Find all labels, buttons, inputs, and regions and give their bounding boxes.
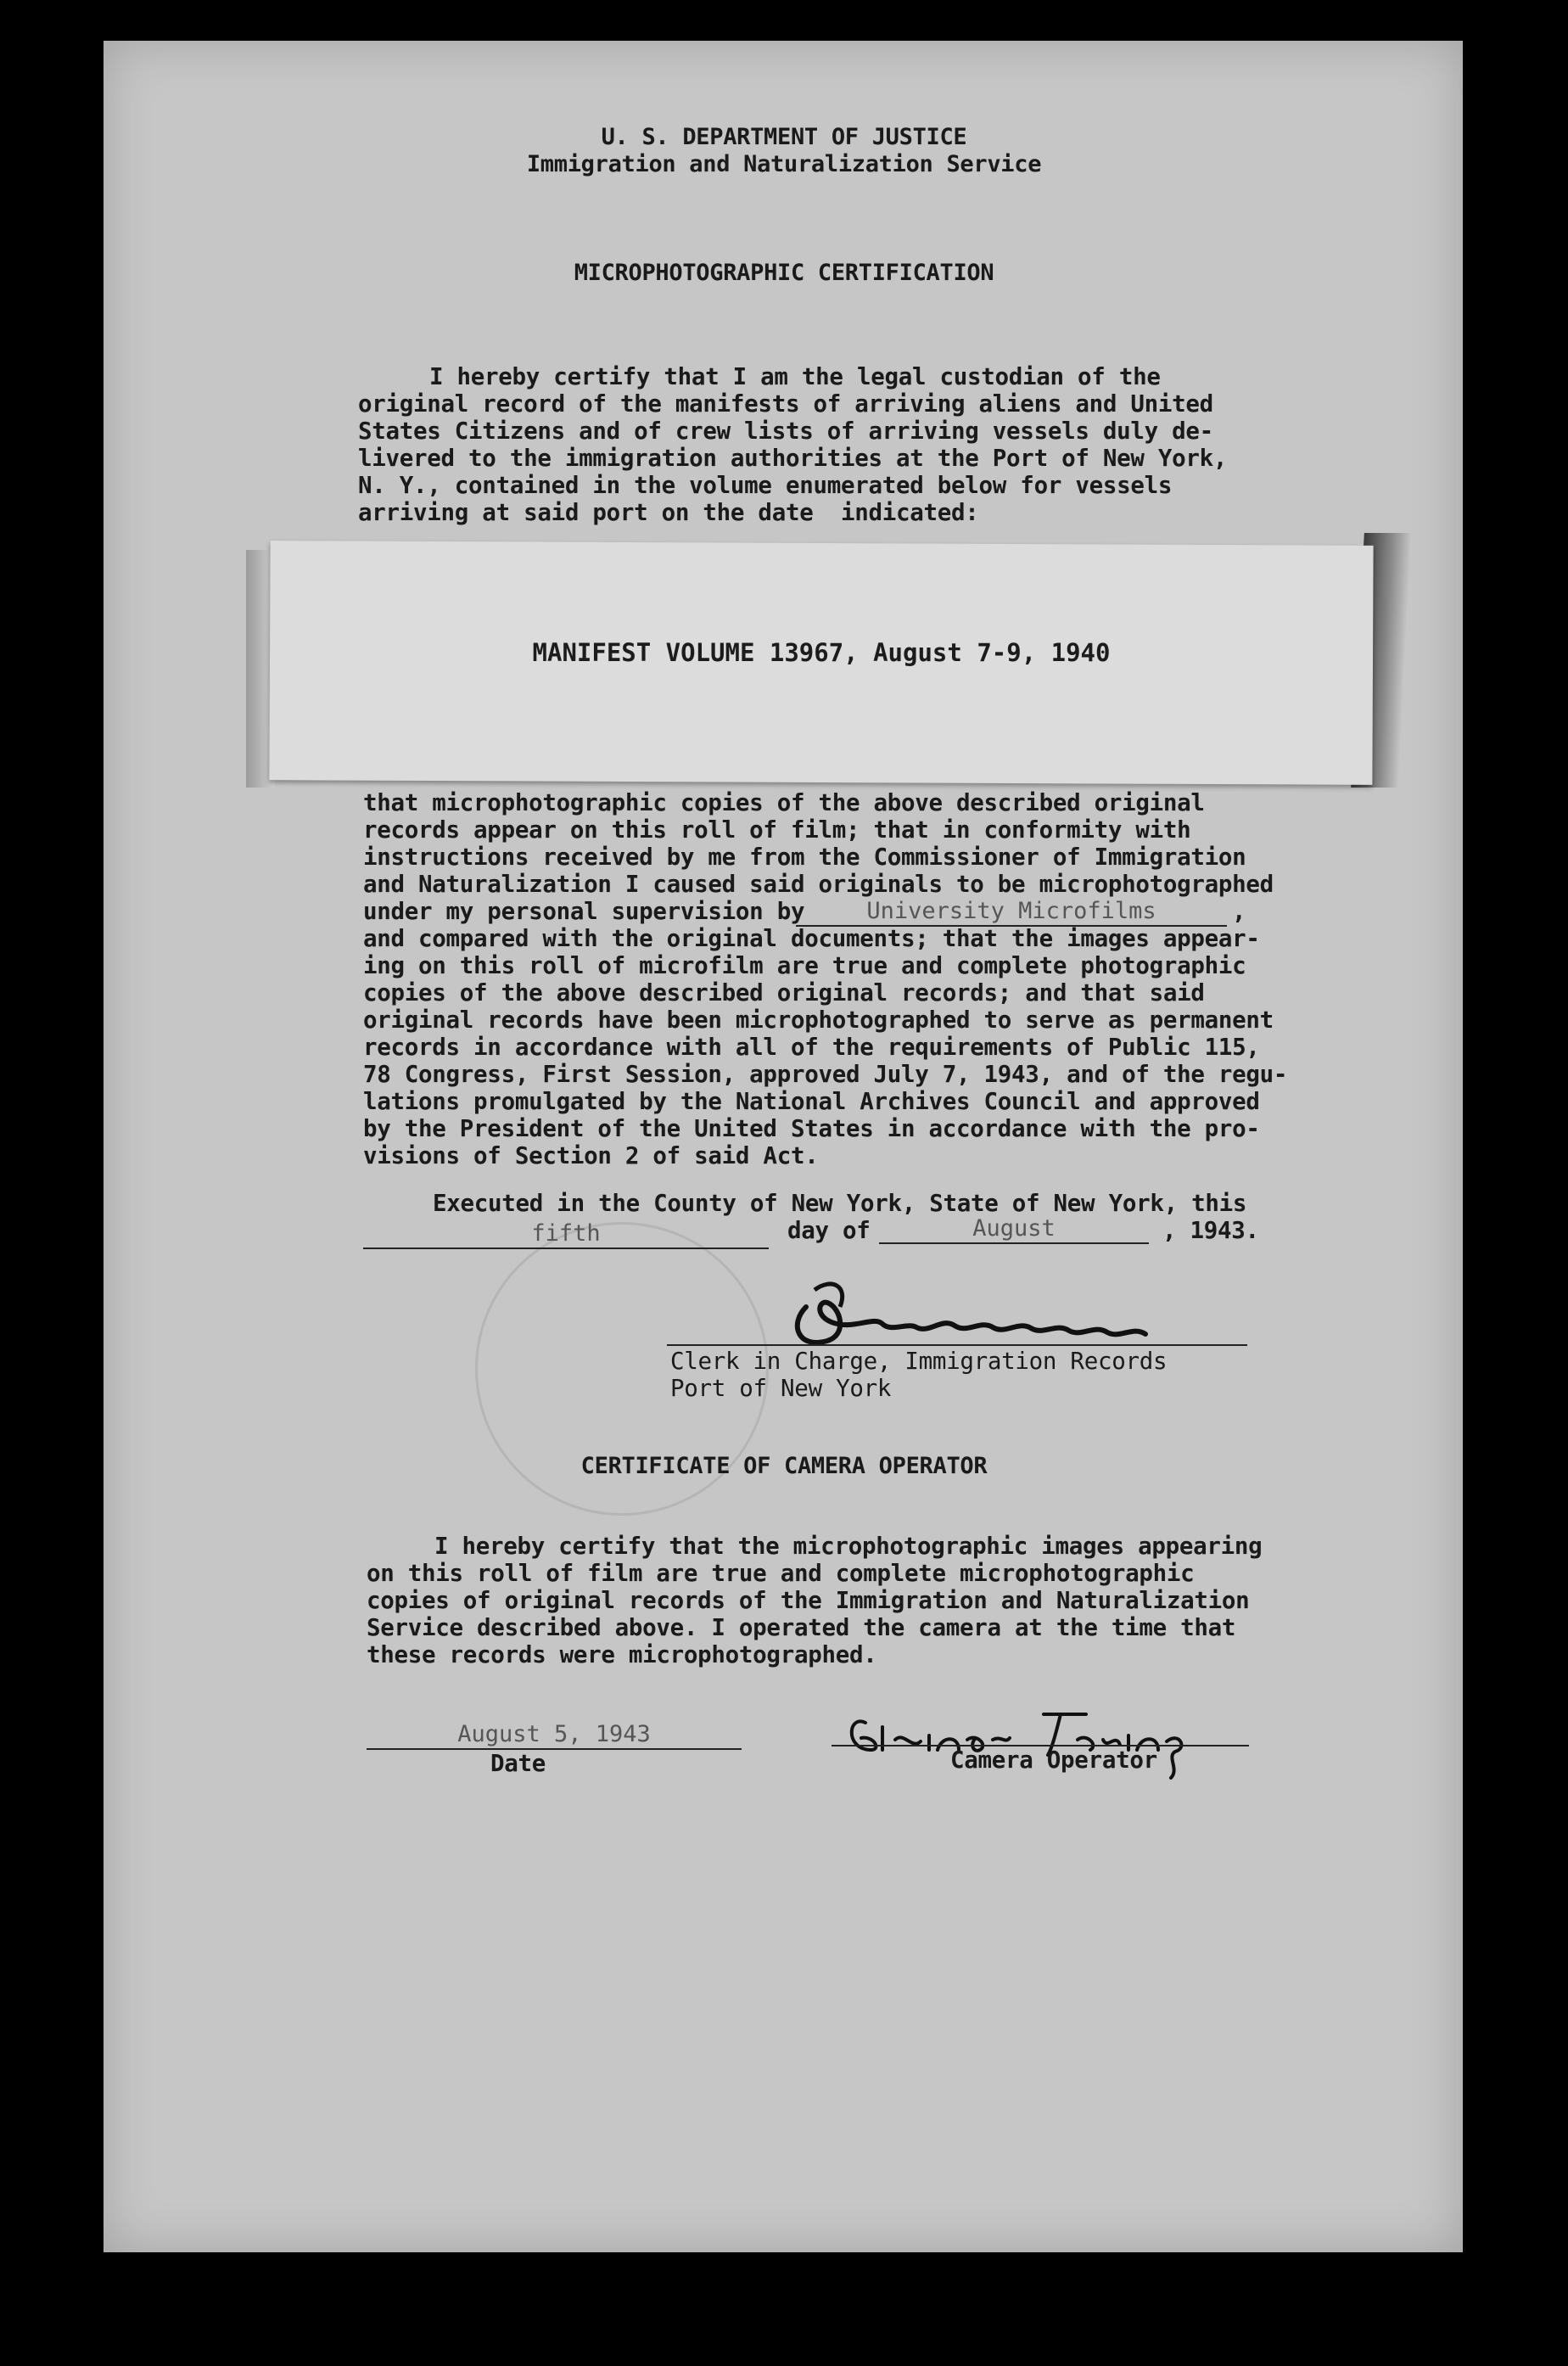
- year-text: , 1943.: [1162, 1217, 1259, 1244]
- camera-line: copies of original records of the Immigration and Naturalization: [367, 1587, 1250, 1614]
- body-line: by the President of the United States in accordance with the pro-: [363, 1115, 1260, 1142]
- day-field: fifth: [363, 1220, 769, 1249]
- intro-line: arriving at said port on the date indicated:: [358, 499, 979, 526]
- clerk-office: Port of New York: [670, 1375, 892, 1402]
- date-field: August 5, 1943: [367, 1721, 742, 1750]
- clerk-signature-line: [667, 1344, 1247, 1346]
- body-line: copies of the above described original records; and that said: [363, 979, 1205, 1006]
- camera-line: Service described above. I operated the camera at the time that: [367, 1614, 1236, 1641]
- intro-line: States Citizens and of crew lists of arriving vessels duly de-: [358, 418, 1213, 445]
- intro-line: livered to the immigration authorities at the Port of New York,: [358, 445, 1228, 472]
- manifest-volume: MANIFEST VOLUME 13967, August 7-9, 1940: [532, 638, 1111, 667]
- body-line: original records have been microphotographed to serve as permanent: [363, 1006, 1274, 1034]
- body-line: records appear on this roll of film; that in conformity with: [363, 816, 1191, 844]
- body-line: and Naturalization I caused said originals to be microphotographed: [363, 871, 1274, 898]
- camera-line: I hereby certify that the microphotographic images appearing: [434, 1533, 1263, 1560]
- body-line: records in accordance with all of the requirements of Public 115,: [363, 1034, 1260, 1061]
- department-heading: U. S. DEPARTMENT OF JUSTICE: [601, 124, 967, 150]
- operator-label: Camera Operator: [950, 1746, 1157, 1774]
- body-line: ing on this roll of microfilm are true and complete photographic: [363, 952, 1246, 979]
- supervisor-comma: ,: [1232, 898, 1246, 925]
- service-heading: Immigration and Naturalization Service: [526, 151, 1042, 177]
- executed-text: Executed in the County of New York, State of New York, this: [433, 1190, 1247, 1217]
- intro-line: N. Y., contained in the volume enumerated below for vessels: [358, 472, 1173, 499]
- body-line: lations promulgated by the National Archives Council and approved: [363, 1088, 1260, 1115]
- body-line: visions of Section 2 of said Act.: [363, 1142, 819, 1169]
- document-title: MICROPHOTOGRAPHIC CERTIFICATION: [574, 260, 994, 286]
- body-line: instructions received by me from the Commissioner of Immigration: [363, 844, 1246, 871]
- clerk-title: Clerk in Charge, Immigration Records: [670, 1348, 1168, 1375]
- body-line: under my personal supervision by: [363, 898, 805, 925]
- intro-line: I hereby certify that I am the legal custodian of the: [429, 363, 1161, 390]
- camera-line: these records were microphotographed.: [367, 1641, 877, 1668]
- supervisor-field: University Microfilms: [796, 898, 1227, 927]
- month-field: August: [879, 1215, 1149, 1244]
- body-line: 78 Congress, First Session, approved July 7, 1943, and of the regu-: [363, 1061, 1288, 1088]
- body-line: and compared with the original documents; that the images appear-: [363, 925, 1260, 952]
- intro-line: original record of the manifests of arriving aliens and United: [358, 390, 1213, 418]
- day-of-label: day of: [787, 1217, 871, 1244]
- body-line: that microphotographic copies of the above described original: [363, 789, 1205, 816]
- date-label: Date: [490, 1750, 546, 1777]
- camera-line: on this roll of film are true and complete microphotographic: [367, 1560, 1195, 1587]
- camera-certificate-title: CERTIFICATE OF CAMERA OPERATOR: [580, 1453, 988, 1479]
